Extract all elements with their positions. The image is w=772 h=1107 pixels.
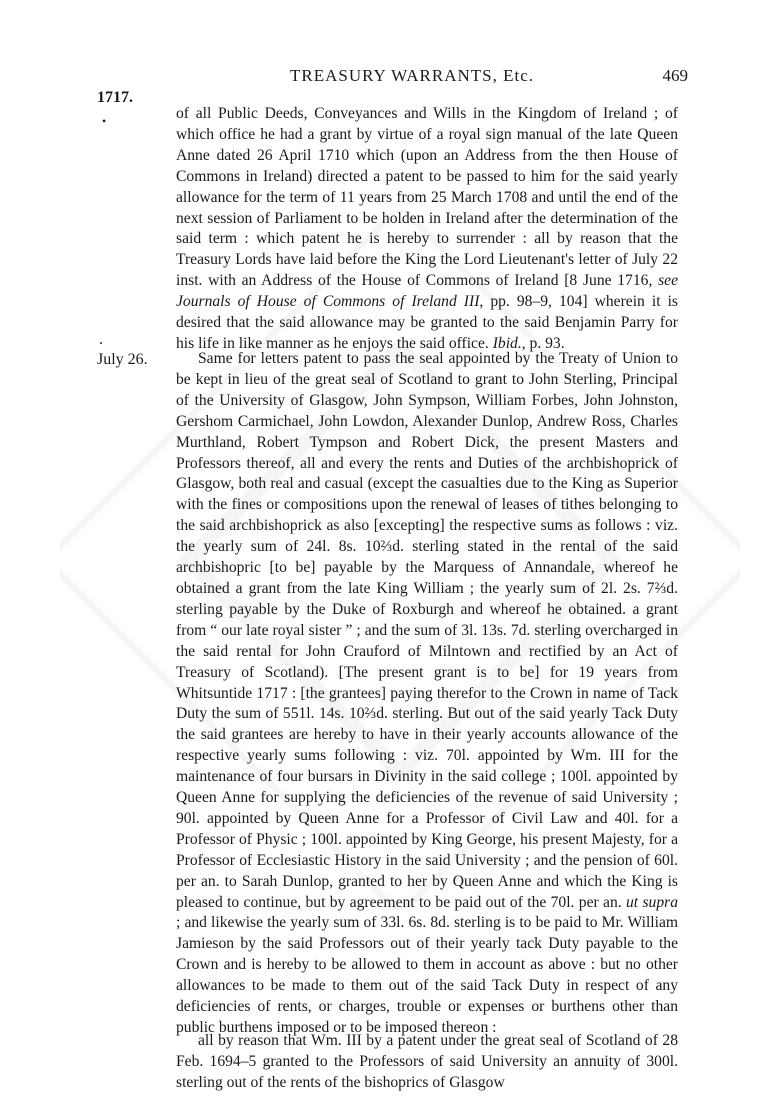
- paragraph-text: of all Public Deeds, Conveyances and Wills in the Kingdom of Ireland ; of which office he had a grant by virtue of a royal sign manual of the late Queen Anne dated 26 April 1710 which (upon an Address from the then House of Commons in Ireland) directed a patent to be passed to him for the said yearly allowance for the term of 11 years from 25 March 1708 and until the end of the next session of Parliament to be holden in Ireland after the determination of the said term : which patent he is hereby to surrender : all by reason that the Treasury Lords have laid before the King the Lord Lieutenant's letter of July 22 inst. with an Address of the House of Commons of Ireland [8 June 1716,: [176, 105, 678, 290]
- entry-paragraph: [176, 349, 678, 1039]
- paragraph-text: ; and likewise the yearly sum of 33l. 6s. 8d. sterling is to be paid to Mr. William Jamieson by the said Professors out of their yearly tack Duty payable to the Crown and is hereby to be allowed to them in account as above : but no other allowances to be made to them out of the said Tack Duty in respect of any deficiencies of rents, or charges, trouble or expenses or burthens other than public burthens imposed or to be imposed thereon :: [176, 914, 678, 1036]
- entry-date: July 26.: [97, 351, 148, 368]
- latin-italic: ut supra: [626, 893, 678, 911]
- citation-italic: see Journals of House of Commons of Ireland III: [176, 272, 678, 311]
- margin-tick: ·: [99, 336, 104, 350]
- entry-paragraph: all by reason that Wm. III by a patent under the great seal of Scotland of 28 Feb. 1694–5 granted to the Professors of said University an annuity of 300l. sterling out of the rents of the bishoprics of Glasgow: [176, 1032, 678, 1091]
- running-title: TREASURY WARRANTS, Etc.: [290, 66, 535, 85]
- paragraph-text: Same for letters patent to pass the seal appointed by the Treaty of Union to be kept in lieu of the great seal of Scotland to grant to John Sterling, Principal of the University of Glasgow, John Sympson, William Forbes, John Johnston, Gershom Carmichael, John Lowdon, Alexander Dunlop, Andrew Ross, Charles Murthland, Robert Tympson and Robert Dick, the present Masters and Professors thereof, all and every the rents and Duties of the archbishoprick of Glasgow, both real and casual (except the casualties due to the King as Superior with the fines or compositions upon the renewal of leases of tithes belonging to the said archbishoprick as also [excepting] the respective sums as follows : viz. the yearly sum of 24l. 8s. 10⅔d. sterling stated in the rental of the said archbishopric [to be] payable by the Marquess of Annandale, whereof he obtained a grant from the late King William ; the yearly sum of 2l. 2s. 7⅔d. sterling payable by the Duke of Roxburgh and whereof he obtained. a grant from “ our late royal sister ” ; and the sum of 3l. 13s. 7d. sterling overcharged in the said rental for John Crauford of Milntown and rectified by an Act of Treasury of Scotland). [The present grant is to be] for 19 years from Whitsuntide 1717 : [the grantees] paying therefor to the Crown in name of Tack Duty the sum of 551l. 14s. 10⅔d. sterling. But out of the said yearly Tack Duty the said grantees are hereby to have in their yearly accounts allowance of the respective yearly sums following : viz. 70l. appointed by Wm. III for the maintenance of four bursars in Divinity in the said college ; 100l. appointed by Queen Anne for supplying the deficiencies of the revenue of said University ; 90l. appointed by Queen Anne for a Professor of Civil Law and 40l. for a Professor of Physic ; 100l. appointed by King George, his present Majesty, for a Professor of Ecclesiastic History in the said University ; and the pension of 60l. per an. to Sarah Dunlop, granted to her by Queen Anne and which the King is pleased to continue, but by agreement to be paid out of the 70l. per an.: [176, 350, 678, 911]
- page-number: 469: [662, 66, 688, 85]
- entry-paragraph: [176, 104, 678, 355]
- ibid-italic: Ibid.: [492, 334, 522, 352]
- year-label: 1717.: [97, 89, 133, 106]
- paragraph-text: , pp. 98–9, 104] wherein it is desired that the said allowance may be granted to the said Benjamin Parry for his life in like manner as he enjoys the said office.: [176, 293, 678, 352]
- paragraph-text: , p. 93.: [521, 334, 565, 352]
- margin-mark: •: [102, 114, 107, 128]
